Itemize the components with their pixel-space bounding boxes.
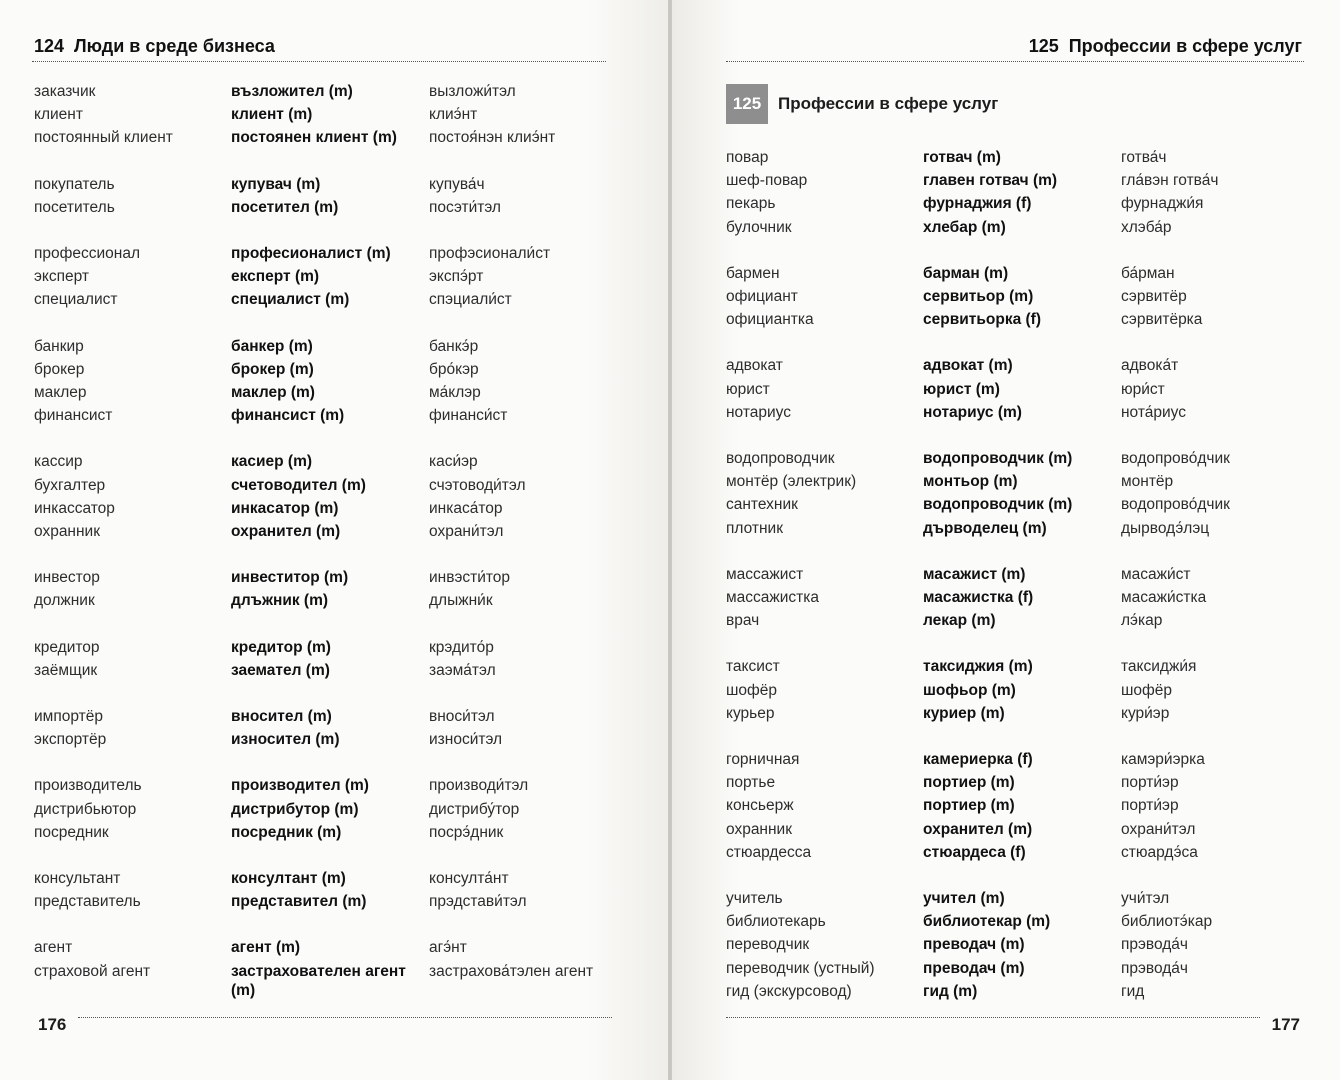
vocab-group	[34, 566, 604, 612]
vocab-row	[726, 146, 1306, 169]
vocab-row	[34, 497, 604, 520]
vocab-row	[34, 867, 604, 890]
bulgarian-term: водопроводчик (m)	[923, 450, 1073, 468]
transcription: стюардэ́са	[1121, 843, 1198, 861]
russian-term: дистрибьютор	[34, 800, 137, 818]
right-page	[672, 0, 1340, 1080]
russian-term: посредник	[34, 823, 109, 841]
vocab-row	[34, 173, 604, 196]
russian-term: монтёр (электрик)	[726, 473, 857, 491]
bulgarian-term: дърводелец (m)	[923, 519, 1047, 537]
vocab-row	[726, 609, 1306, 632]
vocab-row	[726, 285, 1306, 308]
vocab-row	[34, 450, 604, 473]
bulgarian-term: масажист (m)	[923, 565, 1026, 583]
vocab-group	[726, 655, 1306, 725]
vocab-group	[726, 354, 1306, 424]
bulgarian-term: посредник (m)	[231, 823, 342, 841]
bulgarian-term: камериерка (f)	[923, 751, 1033, 769]
russian-term: шофёр	[726, 681, 778, 699]
transcription: посэти́тэл	[429, 198, 501, 216]
transcription: прэдстави́тэл	[429, 893, 527, 911]
vocab-group	[726, 563, 1306, 633]
bulgarian-term: охранител (m)	[923, 820, 1033, 838]
russian-term: посетитель	[34, 198, 115, 216]
bulgarian-term: длъжник (m)	[231, 592, 329, 610]
bulgarian-term: представител (m)	[231, 893, 367, 911]
russian-term: заказчик	[34, 83, 96, 100]
transcription: хлэба́р	[1121, 218, 1172, 236]
vocab-group	[726, 887, 1306, 1003]
russian-term: нотариус	[726, 403, 791, 421]
vocab-row	[34, 566, 604, 589]
vocab-row	[726, 447, 1306, 470]
bulgarian-term: масажистка (f)	[923, 589, 1034, 607]
vocab-row	[726, 308, 1306, 331]
vocab-row	[34, 936, 604, 959]
vocab-group	[726, 447, 1306, 540]
vocab-row	[726, 563, 1306, 586]
vocab-row	[726, 192, 1306, 215]
bulgarian-term: охранител (m)	[231, 523, 341, 541]
vocab-row	[34, 774, 604, 797]
vocab-group	[34, 80, 604, 150]
vocab-row	[726, 887, 1306, 910]
right-section-number: 125	[1028, 36, 1059, 56]
vocab-row	[34, 890, 604, 913]
transcription: застрахова́тэлен агент	[429, 962, 594, 980]
transcription: таксиджи́я	[1121, 658, 1197, 676]
russian-term: переводчик (устный)	[726, 959, 875, 977]
russian-term: представитель	[34, 893, 141, 911]
transcription: фурнаджи́я	[1121, 195, 1204, 213]
bulgarian-term: застрахователен агент (m)	[231, 962, 406, 999]
vocab-row	[726, 933, 1306, 956]
vocab-row	[34, 659, 604, 682]
bulgarian-term: барман (m)	[923, 264, 1009, 282]
russian-term: банкир	[34, 337, 84, 355]
transcription: камэри́эрка	[1121, 751, 1205, 769]
transcription: дырводэ́лэц	[1121, 519, 1210, 537]
right-footer-rule	[726, 1017, 1260, 1018]
vocab-row	[34, 728, 604, 751]
bulgarian-term: възложител (m)	[231, 83, 353, 100]
vocab-row	[726, 957, 1306, 980]
vocab-row	[726, 841, 1306, 864]
vocab-group	[34, 774, 604, 844]
russian-term: инкассатор	[34, 499, 115, 517]
bulgarian-term: монтьор (m)	[923, 473, 1018, 491]
vocab-row	[34, 589, 604, 612]
vocab-row	[726, 493, 1306, 516]
russian-term: экспортёр	[34, 731, 107, 749]
vocab-row	[34, 103, 604, 126]
vocab-group	[34, 173, 604, 219]
russian-term: покупатель	[34, 175, 115, 193]
bulgarian-term: стюардеса (f)	[923, 843, 1026, 861]
russian-term: заёмщик	[34, 661, 98, 679]
vocab-row	[726, 401, 1306, 424]
vocab-row	[34, 358, 604, 381]
transcription: библиотэ́кар	[1121, 913, 1213, 931]
transcription: прэвода́ч	[1121, 936, 1189, 954]
russian-term: консьерж	[726, 797, 794, 815]
transcription: порти́эр	[1121, 797, 1179, 815]
vocab-row	[726, 655, 1306, 678]
transcription: износи́тэл	[429, 731, 503, 749]
left-section-number: 124	[34, 36, 65, 56]
bulgarian-term: портиер (m)	[923, 774, 1015, 792]
vocab-group	[34, 936, 604, 999]
transcription: спэциали́ст	[429, 291, 512, 309]
russian-term: эксперт	[34, 268, 90, 286]
bulgarian-term: водопроводчик (m)	[923, 496, 1073, 514]
vocab-group	[34, 867, 604, 913]
transcription: ба́рман	[1121, 264, 1175, 282]
russian-term: бармен	[726, 264, 780, 282]
vocab-row	[726, 470, 1306, 493]
vocab-group	[726, 748, 1306, 864]
bulgarian-term: юрист (m)	[923, 380, 1000, 398]
section-number-badge: 125	[726, 84, 768, 124]
russian-term: брокер	[34, 360, 85, 378]
vocab-row	[726, 517, 1306, 540]
bulgarian-term: лекар (m)	[923, 612, 996, 630]
right-running-head	[1029, 36, 1302, 57]
vocab-row	[726, 702, 1306, 725]
russian-term: кредитор	[34, 638, 100, 656]
bulgarian-term: таксиджия (m)	[923, 658, 1033, 676]
transcription: лэ́кар	[1121, 612, 1163, 630]
transcription: посрэ́дник	[429, 823, 504, 841]
vocab-group	[34, 450, 604, 543]
bulgarian-term: купувач (m)	[231, 175, 321, 193]
vocab-group	[34, 705, 604, 751]
transcription: монтёр	[1121, 473, 1174, 491]
bulgarian-term: сервитьор (m)	[923, 288, 1034, 306]
vocab-row	[34, 474, 604, 497]
bulgarian-term: вносител (m)	[231, 708, 332, 726]
vocab-row	[726, 679, 1306, 702]
russian-term: официант	[726, 288, 798, 306]
transcription: консулта́нт	[429, 870, 509, 888]
transcription: сэрвитёр	[1121, 288, 1187, 306]
transcription: бро́кэр	[429, 360, 479, 378]
vocab-row	[726, 262, 1306, 285]
bulgarian-term: кредитор (m)	[231, 638, 331, 656]
vocab-row	[726, 794, 1306, 817]
right-page-number: 177	[1271, 1015, 1300, 1034]
left-section-title: Люди в среде бизнеса	[74, 36, 275, 56]
transcription: масажи́ст	[1121, 565, 1191, 583]
transcription: производи́тэл	[429, 777, 529, 795]
vocab-group	[726, 146, 1306, 239]
bulgarian-term: износител (m)	[231, 731, 340, 749]
right-vocabulary-list	[726, 146, 1306, 1026]
bulgarian-term: заемател (m)	[231, 661, 330, 679]
transcription: счэтоводи́тэл	[429, 476, 526, 494]
russian-term: профессионал	[34, 245, 141, 263]
russian-term: постоянный клиент	[34, 129, 173, 147]
russian-term: гид (экскурсовод)	[726, 982, 852, 1000]
vocab-row	[726, 378, 1306, 401]
left-vocabulary-list	[34, 80, 604, 1023]
transcription: крэдито́р	[429, 638, 494, 656]
transcription: дистрибу́тор	[429, 800, 520, 818]
left-header-rule	[32, 61, 606, 62]
bulgarian-term: постоянен клиент (m)	[231, 129, 397, 147]
russian-term: официантка	[726, 311, 814, 329]
russian-term: финансист	[34, 407, 113, 425]
section-heading-title: Профессии в сфере услуг	[778, 94, 999, 113]
transcription: банкэ́р	[429, 337, 479, 355]
transcription: длыжни́к	[429, 592, 493, 610]
transcription: гла́вэн готва́ч	[1121, 172, 1219, 190]
russian-term: охранник	[726, 820, 792, 838]
vocab-row	[34, 288, 604, 311]
russian-term: консультант	[34, 870, 121, 888]
russian-term: таксист	[726, 658, 780, 676]
russian-term: стюардесса	[726, 843, 812, 861]
russian-term: инвестор	[34, 569, 100, 587]
bulgarian-term: производител (m)	[231, 777, 369, 795]
transcription: постоя́нэн клиэ́нт	[429, 129, 556, 147]
bulgarian-term: банкер (m)	[231, 337, 313, 355]
transcription: ма́клэр	[429, 384, 481, 402]
transcription: кури́эр	[1121, 704, 1170, 722]
vocab-row	[726, 586, 1306, 609]
bulgarian-term: нотариус (m)	[923, 403, 1022, 421]
bulgarian-term: гид (m)	[923, 982, 978, 1000]
bulgarian-term: агент (m)	[231, 939, 301, 957]
vocab-row	[726, 771, 1306, 794]
vocab-row	[34, 705, 604, 728]
transcription: порти́эр	[1121, 774, 1179, 792]
bulgarian-term: счетоводител (m)	[231, 476, 366, 494]
russian-term: плотник	[726, 519, 783, 537]
russian-term: курьер	[726, 704, 775, 722]
right-header-rule	[726, 61, 1304, 62]
bulgarian-term: посетител (m)	[231, 198, 339, 216]
russian-term: должник	[34, 592, 95, 610]
bulgarian-term: консултант (m)	[231, 870, 346, 888]
bulgarian-term: експерт (m)	[231, 268, 320, 286]
vocab-row	[726, 354, 1306, 377]
russian-term: учитель	[726, 890, 783, 908]
russian-term: сантехник	[726, 496, 798, 514]
transcription: нота́риус	[1121, 403, 1186, 421]
vocab-row	[34, 335, 604, 358]
vocab-row	[726, 216, 1306, 239]
russian-term: агент	[34, 939, 73, 957]
russian-term: библиотекарь	[726, 913, 826, 931]
transcription: масажи́стка	[1121, 589, 1207, 607]
right-section-title: Профессии в сфере услуг	[1068, 36, 1302, 56]
transcription: агэ́нт	[429, 939, 467, 957]
transcription: гид	[1121, 982, 1145, 1000]
bulgarian-term: библиотекар (m)	[923, 913, 1051, 931]
bulgarian-term: инкасатор (m)	[231, 499, 339, 517]
russian-term: бухгалтер	[34, 476, 106, 494]
vocab-group	[34, 636, 604, 682]
vocab-row	[726, 748, 1306, 771]
bulgarian-term: дистрибутор (m)	[231, 800, 359, 818]
transcription: адвока́т	[1121, 357, 1179, 375]
vocab-row	[726, 910, 1306, 933]
vocab-row	[34, 798, 604, 821]
russian-term: адвокат	[726, 357, 783, 375]
left-page	[0, 0, 668, 1080]
russian-term: повар	[726, 149, 769, 166]
russian-term: булочник	[726, 218, 792, 236]
transcription: юри́ст	[1121, 380, 1165, 398]
bulgarian-term: преводач (m)	[923, 936, 1025, 954]
bulgarian-term: шофьор (m)	[923, 681, 1016, 699]
russian-term: пекарь	[726, 195, 776, 213]
vocab-row	[34, 80, 604, 103]
vocab-row	[34, 265, 604, 288]
transcription: вноси́тэл	[429, 708, 495, 726]
transcription: инкаса́тор	[429, 499, 503, 517]
vocab-row	[34, 381, 604, 404]
bulgarian-term: клиент (m)	[231, 106, 313, 124]
bulgarian-term: портиер (m)	[923, 797, 1015, 815]
vocab-row	[34, 404, 604, 427]
vocab-row	[34, 960, 604, 1000]
section-heading	[726, 84, 998, 124]
bulgarian-term: фурнаджия (f)	[923, 195, 1032, 213]
russian-term: водопроводчик	[726, 450, 835, 468]
bulgarian-term: специалист (m)	[231, 291, 350, 309]
vocab-row	[34, 520, 604, 543]
russian-term: переводчик	[726, 936, 810, 954]
russian-term: клиент	[34, 106, 83, 124]
transcription: вызложи́тэл	[429, 83, 516, 100]
bulgarian-term: маклер (m)	[231, 384, 315, 402]
transcription: водопрово́дчик	[1121, 450, 1230, 468]
russian-term: кассир	[34, 453, 83, 471]
vocab-row	[726, 980, 1306, 1003]
transcription: купува́ч	[429, 175, 485, 193]
transcription: водопрово́дчик	[1121, 496, 1230, 514]
russian-term: страховой агент	[34, 962, 151, 980]
russian-term: охранник	[34, 523, 100, 541]
transcription: охрани́тэл	[429, 523, 504, 541]
transcription: инвэсти́тор	[429, 569, 511, 587]
russian-term: массажист	[726, 565, 804, 583]
left-page-number: 176	[38, 1015, 67, 1034]
transcription: прэвода́ч	[1121, 959, 1189, 977]
vocab-row	[34, 242, 604, 265]
russian-term: импортёр	[34, 708, 103, 726]
bulgarian-term: адвокат (m)	[923, 357, 1013, 375]
bulgarian-term: куриер (m)	[923, 704, 1005, 722]
vocab-row	[34, 636, 604, 659]
bulgarian-term: готвач (m)	[923, 149, 1001, 166]
vocab-group	[726, 262, 1306, 332]
vocab-row	[34, 821, 604, 844]
transcription: шофёр	[1121, 681, 1173, 699]
bulgarian-term: инвеститор (m)	[231, 569, 349, 587]
russian-term: юрист	[726, 380, 770, 398]
vocab-row	[34, 126, 604, 149]
left-running-head	[34, 36, 275, 57]
bulgarian-term: сервитьорка (f)	[923, 311, 1041, 329]
left-footer-rule	[78, 1017, 612, 1018]
russian-term: шеф-повар	[726, 172, 808, 190]
vocab-group	[34, 242, 604, 312]
transcription: каси́эр	[429, 453, 478, 471]
bulgarian-term: хлебар (m)	[923, 218, 1006, 236]
bulgarian-term: финансист (m)	[231, 407, 345, 425]
russian-term: горничная	[726, 751, 800, 769]
bulgarian-term: касиер (m)	[231, 453, 313, 471]
transcription: экспэ́рт	[429, 268, 484, 286]
bulgarian-term: главен готвач (m)	[923, 172, 1058, 190]
russian-term: маклер	[34, 384, 87, 402]
russian-term: производитель	[34, 777, 142, 795]
transcription: охрани́тэл	[1121, 820, 1196, 838]
transcription: финанси́ст	[429, 407, 508, 425]
bulgarian-term: професионалист (m)	[231, 245, 391, 263]
transcription: клиэ́нт	[429, 106, 478, 124]
russian-term: портье	[726, 774, 776, 792]
transcription: учи́тэл	[1121, 890, 1170, 908]
vocab-row	[726, 169, 1306, 192]
russian-term: врач	[726, 612, 760, 630]
vocab-row	[726, 818, 1306, 841]
bulgarian-term: учител (m)	[923, 890, 1005, 908]
transcription: готва́ч	[1121, 149, 1167, 166]
vocab-group	[34, 335, 604, 428]
transcription: заэма́тэл	[429, 661, 496, 679]
russian-term: специалист	[34, 291, 118, 309]
transcription: сэрвитёрка	[1121, 311, 1203, 329]
russian-term: массажистка	[726, 589, 820, 607]
bulgarian-term: преводач (m)	[923, 959, 1025, 977]
vocab-row	[34, 196, 604, 219]
transcription: профэсионали́ст	[429, 245, 551, 263]
bulgarian-term: брокер (m)	[231, 360, 314, 378]
